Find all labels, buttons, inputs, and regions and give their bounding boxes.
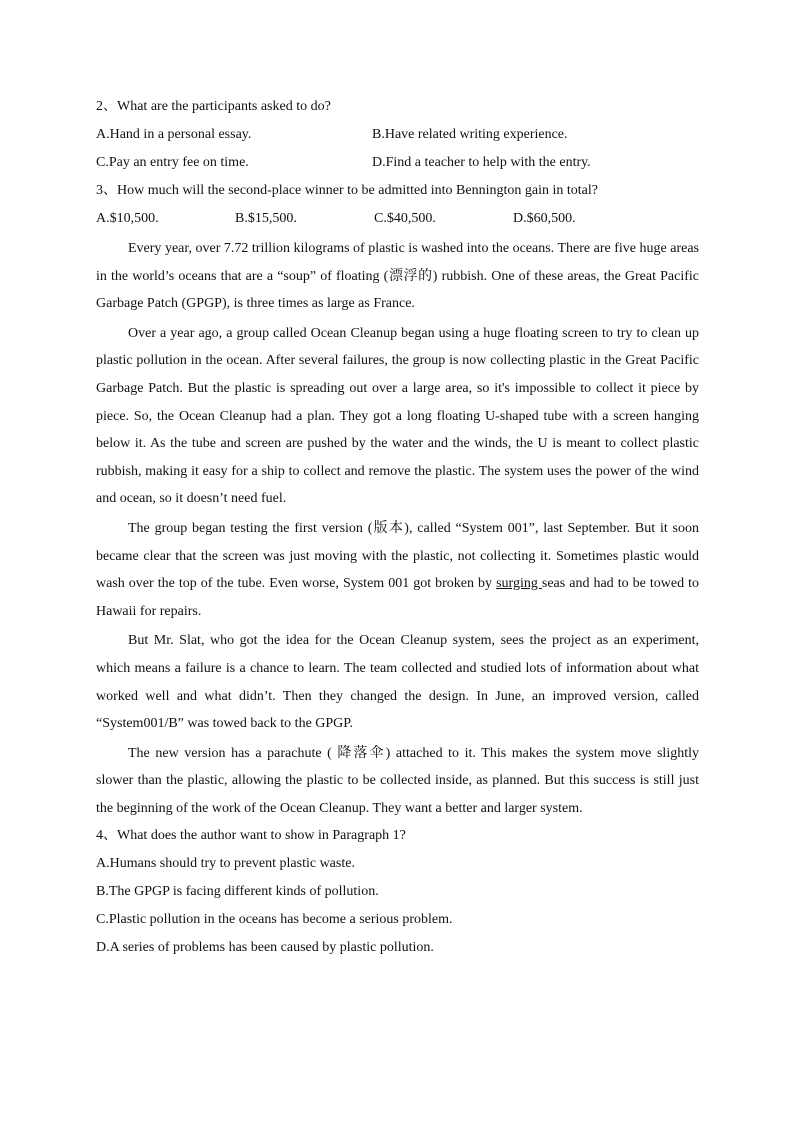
option-a: A.$10,500. xyxy=(96,211,159,226)
option-c: C.Pay an entry fee on time. xyxy=(96,155,249,170)
option-b: B.$15,500. xyxy=(235,211,297,226)
option-b: B.Have related writing experience. xyxy=(372,127,568,142)
question-4: 4、What does the author want to show in Paragraph 1? xyxy=(96,828,406,844)
question-2-options-row-2 xyxy=(96,149,699,177)
underlined-word-surging: surging xyxy=(496,576,542,592)
passage-paragraph-2: Over a year ago, a group called Ocean Cleanup began using a huge floating screen to try to clean up plastic pollution in the ocean. After several failures, the group is now collecting plastic in the Great Pacific Garbage Patch. But the plastic is spreading out over a large area, so it's impossible to collect it piece by piece. So, the Ocean Cleanup had a plan. They got a long floating U-shaped tube with a screen hanging below it. As the tube and screen are pushed by the water and the winds, the U is meant to collect plastic rubbish, making it easy for a ship to collect and remove the plastic. The system uses the power of the wind and ocean, so it doesn’t need fuel. xyxy=(96,325,699,507)
question-3: 3、How much will the second-place winner to be admitted into Bennington gain in total? xyxy=(96,183,598,198)
passage-paragraph-3 xyxy=(96,515,699,625)
question-2: 2、What are the participants asked to do? xyxy=(96,99,331,114)
option-a: A.Humans should try to prevent plastic waste. xyxy=(96,856,355,872)
paragraph-3-text-start: The group began testing the first version (版本), called “System 001”, last September. But it soon became clear that the screen was just moving with the plastic, not collecting it. Sometimes plastic would wash over the top of the tube. Even worse, System 001 got broken by xyxy=(96,520,699,592)
option-b: B.The GPGP is facing different kinds of pollution. xyxy=(96,884,379,900)
passage-paragraph-4: But Mr. Slat, who got the idea for the Ocean Cleanup system, sees the project as an experiment, which means a failure is a chance to learn. The team collected and studied lots of information about what worked well and what didn’t. Then they changed the design. In June, an improved version, called “System001/B” was towed back to the GPGP. xyxy=(96,633,699,732)
option-c: C.$40,500. xyxy=(374,211,436,226)
paragraph-3-text-end: seas and had to be towed to Hawaii for repairs. xyxy=(96,576,699,619)
option-c: C.Plastic pollution in the oceans has become a serious problem. xyxy=(96,912,453,928)
option-d: D.A series of problems has been caused by plastic pollution. xyxy=(96,940,434,956)
passage-paragraph-5: The new version has a parachute ( 降落伞) attached to it. This makes the system move slightly slower than the plastic, allowing the plastic to be collected inside, as planned. But this success is still just the beginning of the work of the Ocean Cleanup. They want a better and larger system. xyxy=(96,745,699,816)
passage-paragraph-1: Every year, over 7.72 trillion kilograms of plastic is washed into the oceans. There are five huge areas in the world’s oceans that are a “soup” of floating (漂浮的) rubbish. One of these areas, the Great Pacific Garbage Patch (GPGP), is three times as large as France. xyxy=(96,241,699,312)
option-a: A.Hand in a personal essay. xyxy=(96,127,252,142)
option-d: D.$60,500. xyxy=(513,211,576,226)
option-d: D.Find a teacher to help with the entry. xyxy=(372,155,591,170)
document-page xyxy=(96,93,699,962)
question-3-options xyxy=(96,205,699,233)
question-2-options-row-1 xyxy=(96,121,699,149)
